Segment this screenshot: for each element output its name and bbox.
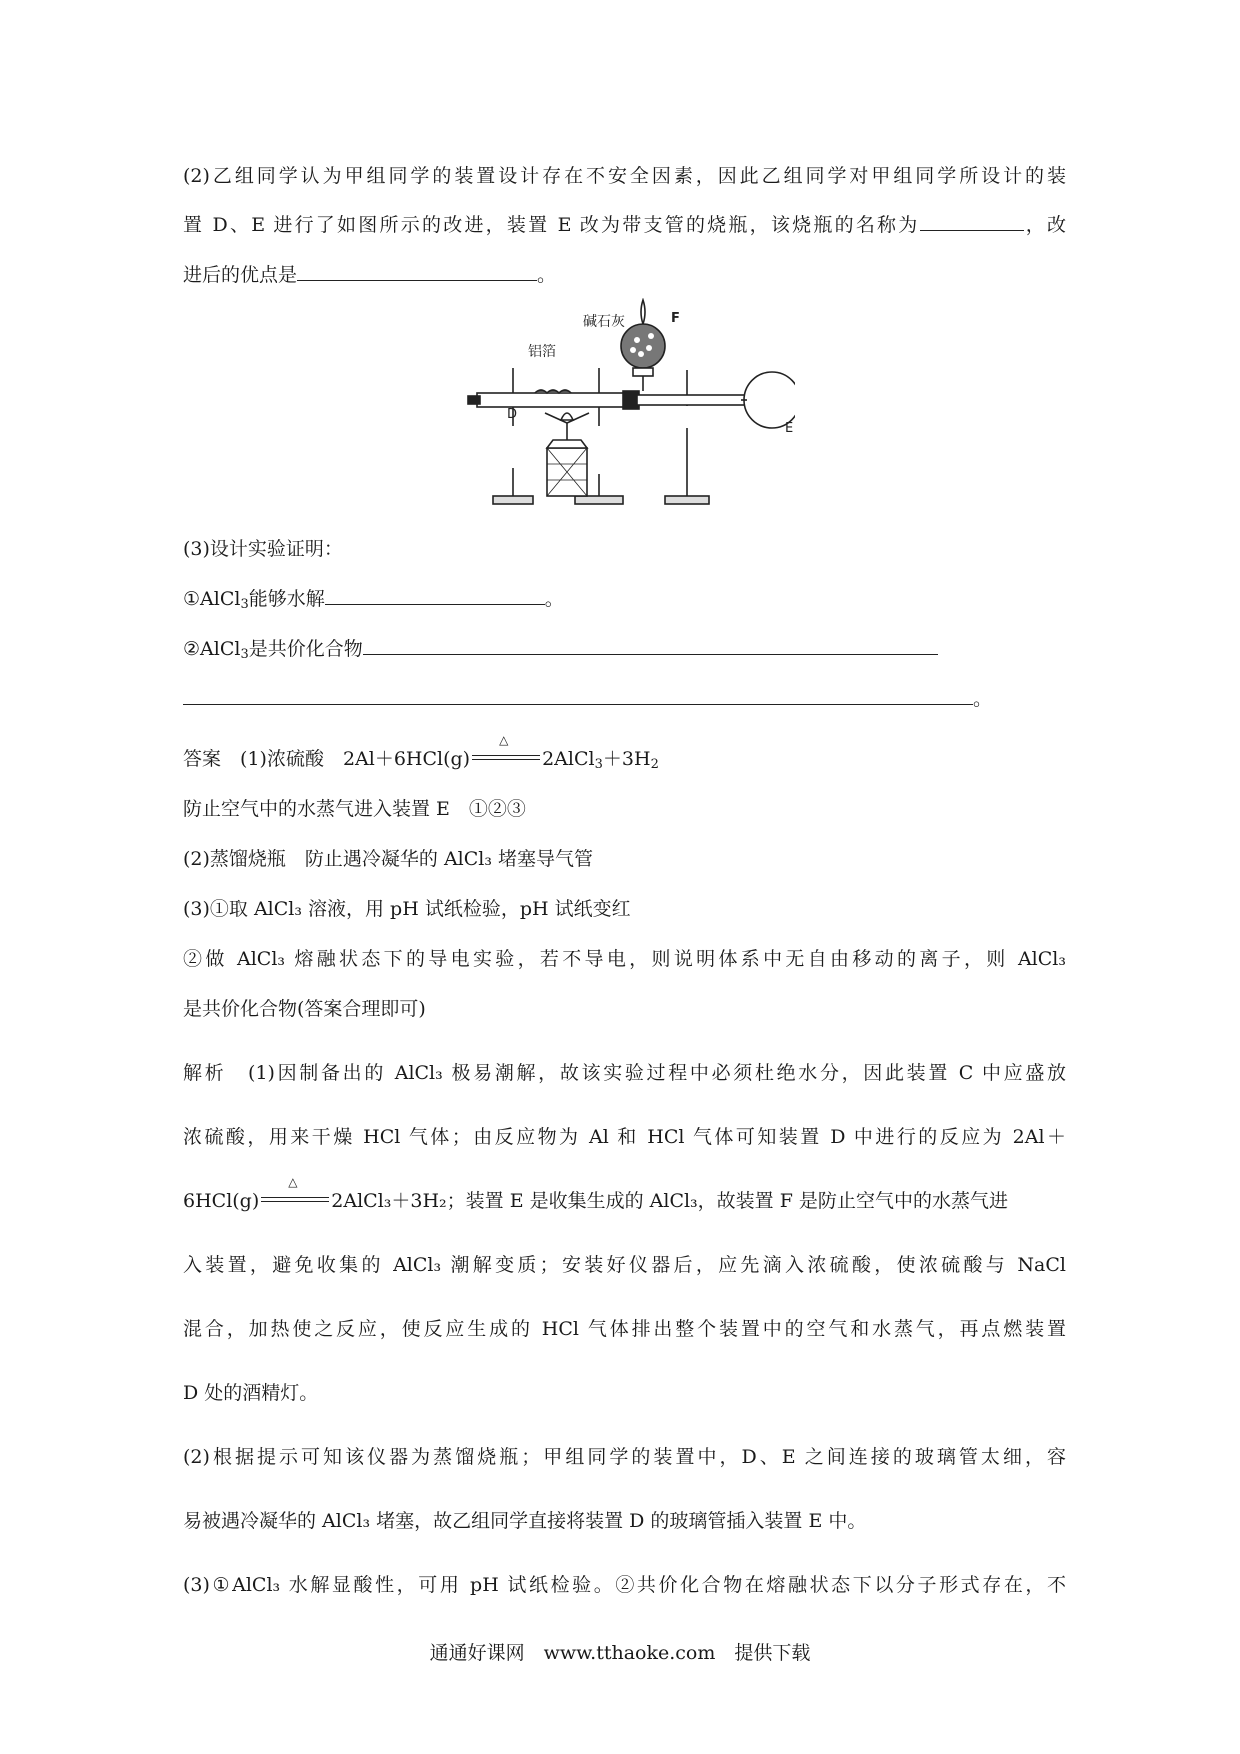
heat-equals-sign	[472, 733, 540, 767]
analysis-text: 2AlCl₃＋3H₂；装置 E 是收集生成的 AlCl₃，故装置 F 是防止空气中的水蒸气进	[331, 1190, 1008, 1212]
stand-base-mid	[575, 496, 623, 504]
q3-item-1-text: ①AlCl	[183, 588, 241, 610]
answer-text: (1)浓硫酸 2Al＋6HCl(g)	[240, 748, 471, 770]
subscript: 3	[240, 647, 249, 662]
figure-label-lime: 碱石灰	[583, 314, 625, 330]
analysis-line-4: 入装置，避免收集的 AlCl₃ 潮解变质；安装好仪器后，应先滴入浓硫酸，使浓硫酸与 NaCl	[183, 1254, 1066, 1276]
analysis-line-6: D 处的酒精灯。	[183, 1382, 319, 1404]
analysis-line-1	[183, 1060, 1066, 1086]
analysis-line-3	[183, 1175, 1008, 1214]
analysis-line-5: 混合，加热使之反应，使反应生成的 HCl 气体排出整个装置中的空气和水蒸气，再点燃装置	[183, 1318, 1066, 1340]
figure-label-foil: 铝箔	[528, 344, 556, 360]
figure-label-F: F	[671, 311, 680, 326]
q3-item-2	[183, 636, 938, 662]
answer-blank[interactable]	[183, 686, 973, 705]
q2-line-3-text: 进后的优点是	[183, 264, 298, 286]
stand-base-left	[493, 496, 533, 504]
answer-line-5: ②做 AlCl₃ 熔融状态下的导电实验，若不导电，则说明体系中无自由移动的离子，则 AlCl₃	[183, 948, 1066, 970]
answer-blank[interactable]	[325, 586, 545, 605]
q3-item-2-cont	[183, 686, 992, 712]
answer-label: 答案	[183, 748, 222, 770]
figure-label-E: E	[785, 421, 794, 436]
analysis-label: 解析	[183, 1062, 227, 1084]
answer-line-2: 防止空气中的水蒸气进入装置 E ①②③	[183, 798, 526, 820]
answer-blank[interactable]	[920, 212, 1024, 231]
answer-line-1	[183, 733, 659, 772]
aluminum-foil	[535, 390, 571, 393]
q2-line-2-tail: ，改	[1023, 214, 1066, 236]
subscript: 3	[240, 597, 249, 612]
q2-line-3	[183, 262, 556, 288]
q3-item-1-text: 能够水解	[248, 588, 325, 610]
q3-item-1-end: 。	[544, 588, 564, 610]
stand-base-right	[665, 496, 709, 504]
q3-item-1	[183, 586, 564, 612]
answer-text: 2AlCl	[542, 748, 595, 770]
analysis-line-9: (3)①AlCl₃ 水解显酸性，可用 pH 试纸检验。②共价化合物在熔融状态下以分子形式存在，不	[183, 1574, 1066, 1596]
subscript: 2	[650, 757, 659, 772]
answer-line-6: 是共价化合物(答案合理即可)	[183, 998, 426, 1020]
page-footer: 通通好课网 www.tthaoke.com 提供下载	[429, 1642, 811, 1664]
q3-item-2-text: 是共价化合物	[248, 638, 363, 660]
apparatus-figure	[465, 298, 795, 513]
answer-line-4: (3)①取 AlCl₃ 溶液，用 pH 试纸检验，pH 试纸变红	[183, 898, 631, 920]
answer-blank[interactable]	[297, 262, 537, 281]
q2-line-1: (2)乙组同学认为甲组同学的装置设计存在不安全因素，因此乙组同学对甲组同学所设计的装	[183, 165, 1066, 187]
soda-lime-bulb	[621, 324, 665, 368]
analysis-line-8: 易被遇冷凝华的 AlCl₃ 堵塞，故乙组同学直接将装置 D 的玻璃管插入装置 E 中。	[183, 1510, 867, 1532]
q3-item-2-end: 。	[973, 688, 993, 710]
heat-equals-sign	[261, 1175, 329, 1209]
analysis-text: 6HCl(g)	[183, 1190, 260, 1212]
answer-text: ＋3H	[602, 748, 651, 770]
q2-line-2-text: 置 D、E 进行了如图所示的改进，装置 E 改为带支管的烧瓶，该烧瓶的名称为	[183, 214, 920, 236]
analysis-line-2: 浓硫酸，用来干燥 HCl 气体；由反应物为 Al 和 HCl 气体可知装置 D 中进行的反应为 2Al＋	[183, 1126, 1066, 1148]
q2-line-2	[183, 212, 1066, 238]
q2-line-3-tail: 。	[537, 264, 557, 286]
triangle-icon: △	[288, 1175, 298, 1189]
answer-blank[interactable]	[363, 636, 938, 655]
analysis-line-7: (2)根据提示可知该仪器为蒸馏烧瓶；甲组同学的装置中，D、E 之间连接的玻璃管太细，容	[183, 1446, 1066, 1468]
figure-label-D: D	[507, 407, 518, 422]
subscript: 3	[594, 757, 603, 772]
q3-title: (3)设计实验证明：	[183, 538, 343, 560]
answer-line-3: (2)蒸馏烧瓶 防止遇冷凝华的 AlCl₃ 堵塞导气管	[183, 848, 594, 870]
analysis-text: (1)因制备出的 AlCl₃ 极易潮解，故该实验过程中必须杜绝水分，因此装置 C 中应盛放	[248, 1062, 1066, 1084]
q3-item-2-text: ②AlCl	[183, 638, 241, 660]
triangle-icon: △	[499, 733, 509, 747]
